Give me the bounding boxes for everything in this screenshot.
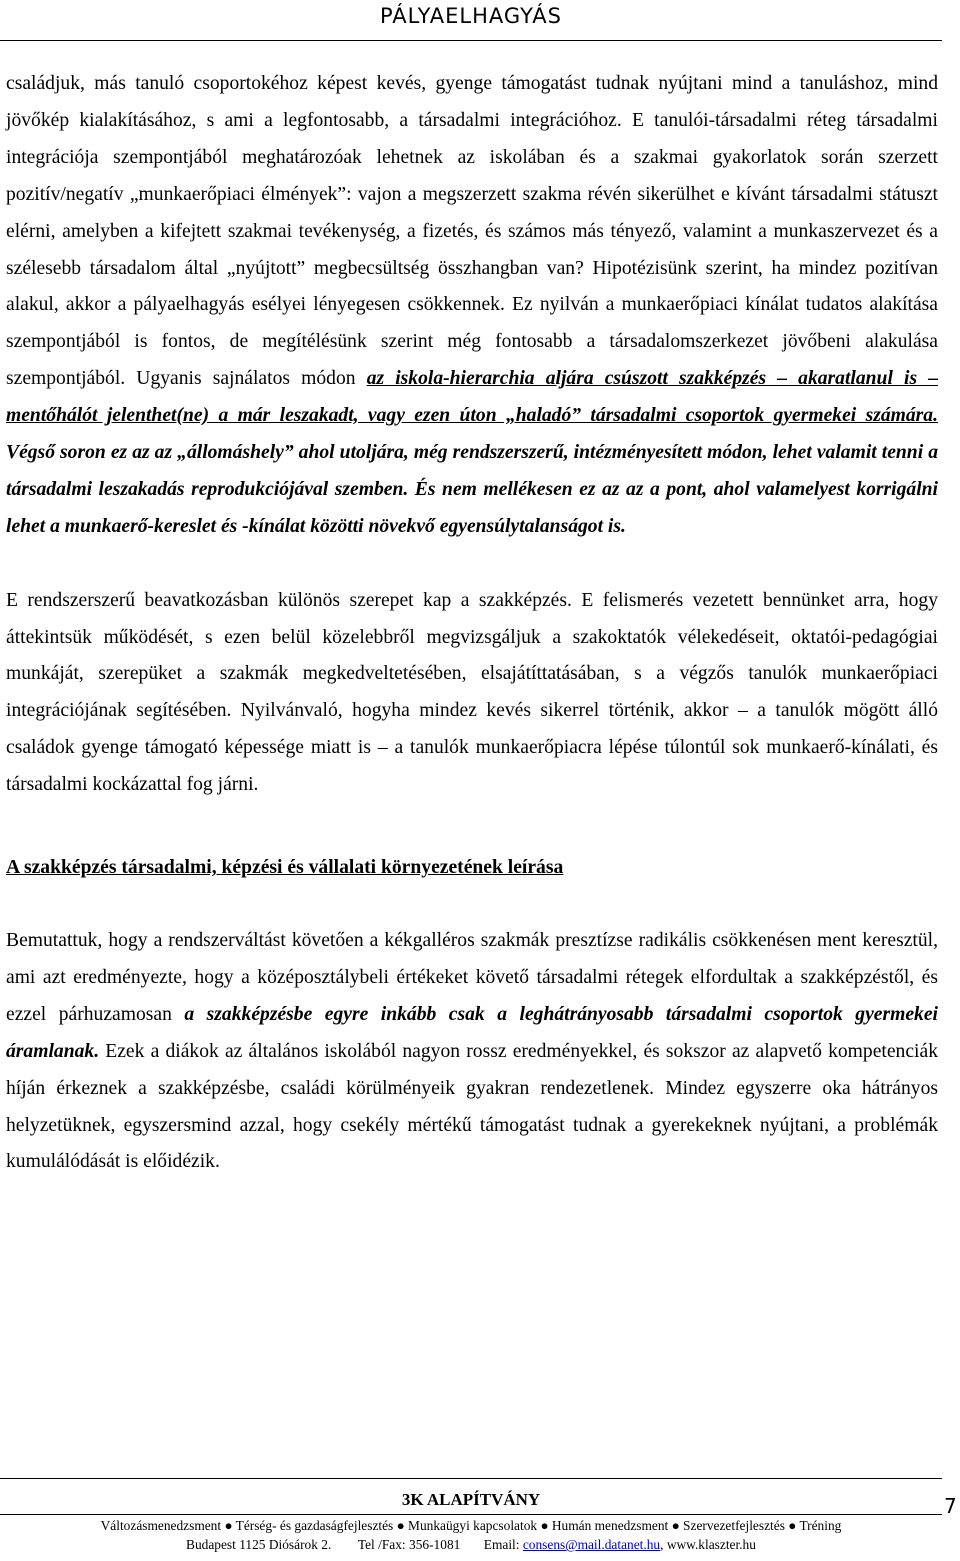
main-content — [6, 66, 938, 1181]
footer-divider-lower — [0, 1514, 942, 1515]
paragraph-1-emphasis-underlined: az iskola-hierarchia aljára csúszott szakképzés – akaratlanul is – mentőhálót jelenthet(ne) a már leszakadt, vagy ezen úton „haladó” társadalmi csoportok gyermekei számára. — [6, 368, 939, 427]
section-heading-text: A szakképzés társadalmi, képzési és vállalati környezetének leírása — [6, 857, 564, 879]
paragraph-3-text: Bemutattuk, hogy a rendszerváltást követően a kékgalléros szakmák presztízse radikális csökkenésen ment keresztül, ami azt eredményezte, hogy a középosztálybeli értékeket követő társadalmi rétegek elfordultak a szakképzéstől, és ezzel párhuzamosan — [6, 930, 938, 1025]
paragraph-3-text-end: Ezek a diákok az általános iskolából nagyon rossz eredményekkel, és sokszor az alapvető kompetenciák híján érkeznek a szakképzésbe, családi körülményeik gyakran rendezetlenek. Mindez egyszerre oka hátrányos helyzetüknek, egyszersmind azzal, hogy csekély mértékű támogatást tudnak a gyerekeknek nyújtani, a problémák kumulálódását is előidézik. — [6, 1040, 938, 1173]
paragraph-1-text: családjuk, más tanuló csoportokéhoz képest kevés, gyenge támogatást tudnak nyújtani mind a tanuláshoz, mind jövőkép kialakításához, s ami a legfontosabb, a társadalmi integrációhoz. E tanulói-társadalmi réteg társadalmi integrációja szempontjából meghatározóak lehetnek az iskolában és a szakmai gyakorlatok során szerzett pozitív/negatív „munkaerőpiaci élmények”: vajon a megszerzett szakma révén sikerülhet e kívánt társadalmi státuszt elérni, amelyben a kifejtett szakmai tevékenység, a fizetés, és számos más tényező, valamint a munkaszervezet és a szélesebb társadalom által „nyújtott” megbecsültség összhangban van? Hipotézisünk szerint, ha mindez pozitívan alakul, akkor a pályaelhagyás esélyei lényegesen csökkennek. Ez nyilván a munkaerőpiaci kínálat tudatos alakítása szempontjából is fontos, de megítélésünk szerint még fontosabb a társadalomszerkezet jövőbeni alakulása szempontjából. Ugyanis sajnálatos módon — [6, 73, 938, 390]
footer-contact — [0, 1537, 942, 1553]
paragraph-1-emphasis: Végső soron ez az az „állomáshely” ahol utoljára, még rendszerszerű, intézményesített módon, lehet valamit tenni a társadalmi leszakadás reprodukciójával szemben. És nem mellékesen ez az az a pont, ahol valamelyest korrigálni lehet a munkaerő-kereslet és -kínálat közötti növekvő egyensúlytalanságot is. — [6, 442, 938, 537]
footer-services: Változásmenedzsment ● Térség- és gazdaságfejlesztés ● Munkaügyi kapcsolatok ● Humán menedzsment ● Szervezetfejlesztés ● Tréning — [100, 1518, 842, 1533]
footer-organization: 3K ALAPÍTVÁNY — [401, 1490, 541, 1509]
paragraph-3 — [6, 923, 938, 1181]
footer-divider — [0, 1478, 942, 1479]
footer-address: Budapest 1125 Diósárok 2. — [186, 1537, 332, 1552]
page-number: 7 — [944, 1494, 957, 1518]
paragraph-2: E rendszerszerű beavatkozásban különös szerepet kap a szakképzés. E felismerés vezetett bennünket arra, hogy áttekintsük működését, s ezen belül közelebbről megvizsgáljuk a szakoktatók vélekedéseit, oktatói-pedagógiai munkáját, szerepüket a szakmák megkedveltetésében, elsajátíttatásában, s a végzős tanulók munkaerőpiaci integrációjának segítésében. Nyilvánvaló, hogyha mindez kevés sikerrel történik, akkor – a tanulók mögött álló családok gyenge támogató képessége miatt is – a tanulók munkaerőpiacra lépése túlontúl sok munkaerő-kínálati, és társadalmi kockázattal fog járni. — [6, 589, 938, 796]
footer-email-label: Email: — [483, 1537, 520, 1552]
footer-website[interactable]: , www.klaszter.hu — [660, 1537, 756, 1552]
paragraph-1 — [6, 66, 938, 546]
paragraph-3-emphasis: a szakképzésbe egyre inkább csak a leghátrányosabb társadalmi csoportok gyermekei áramlanak. — [6, 1003, 938, 1062]
running-title: PÁLYAELHAGYÁS — [379, 4, 563, 28]
page-header — [0, 0, 942, 41]
section-heading — [6, 850, 938, 887]
footer-email-link[interactable]: consens@mail.datanet.hu — [522, 1537, 661, 1552]
footer-phone: Tel /Fax: 356-1081 — [357, 1537, 461, 1552]
